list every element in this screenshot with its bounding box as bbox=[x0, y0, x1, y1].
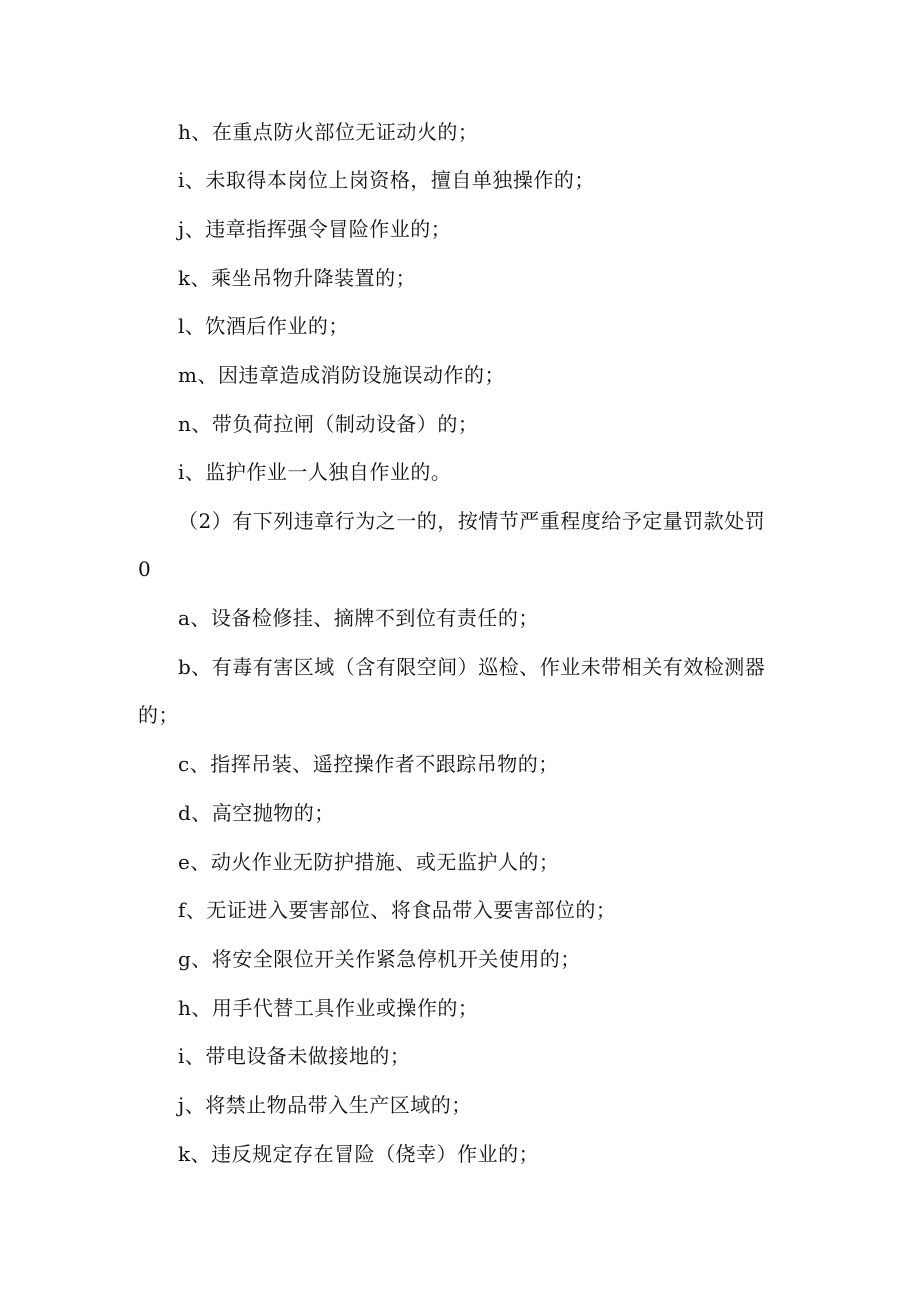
paragraph-l-alcohol: l、饮酒后作业的； bbox=[178, 314, 349, 338]
paragraph-f-key-area: f、无证进入要害部位、将食品带入要害部位的； bbox=[178, 898, 617, 922]
paragraph-h-hand-tool: h、用手代替工具作业或操作的； bbox=[178, 996, 479, 1020]
paragraph-a-tagging: a、设备检修挂、摘牌不到位有责任的； bbox=[178, 606, 539, 630]
paragraph-i-monitoring: i、监护作业一人独自作业的。 bbox=[178, 460, 452, 484]
paragraph-h-fire: h、在重点防火部位无证动火的； bbox=[178, 120, 479, 144]
section-heading-2: （2）有下列违章行为之一的，按情节严重程度给予定量罚款处罚0 bbox=[138, 509, 766, 581]
paragraph-n-load-switch: n、带负荷拉闸（制动设备）的； bbox=[178, 412, 479, 436]
paragraph-c-hoisting: c、指挥吊装、遥控操作者不跟踪吊物的； bbox=[178, 752, 559, 776]
paragraph-j-command: j、违章指挥强令冒险作业的； bbox=[178, 217, 452, 241]
paragraph-m-fire-facility: m、因违章造成消防设施误动作的； bbox=[178, 363, 505, 387]
paragraph-k-lift: k、乘坐吊物升降装置的； bbox=[178, 266, 417, 290]
paragraph-e-hotwork: e、动火作业无防护措施、或无监护人的； bbox=[178, 850, 560, 874]
paragraph-b-detector: b、有毒有害区域（含有限空间）巡检、作业未带相关有效检测器的； bbox=[138, 655, 766, 727]
paragraph-k-risky-work: k、违反规定存在冒险（侥幸）作业的； bbox=[178, 1142, 540, 1166]
paragraph-d-throwing: d、高空抛物的； bbox=[178, 801, 335, 825]
paragraph-i-grounding: i、带电设备未做接地的； bbox=[178, 1044, 411, 1068]
paragraph-g-limit-switch: g、将安全限位开关作紧急停机开关使用的； bbox=[178, 947, 581, 971]
paragraph-i-qualification: i、未取得本岗位上岗资格，擅自单独操作的； bbox=[178, 168, 595, 192]
paragraph-j-prohibited-items: j、将禁止物品带入生产区域的； bbox=[178, 1093, 472, 1117]
